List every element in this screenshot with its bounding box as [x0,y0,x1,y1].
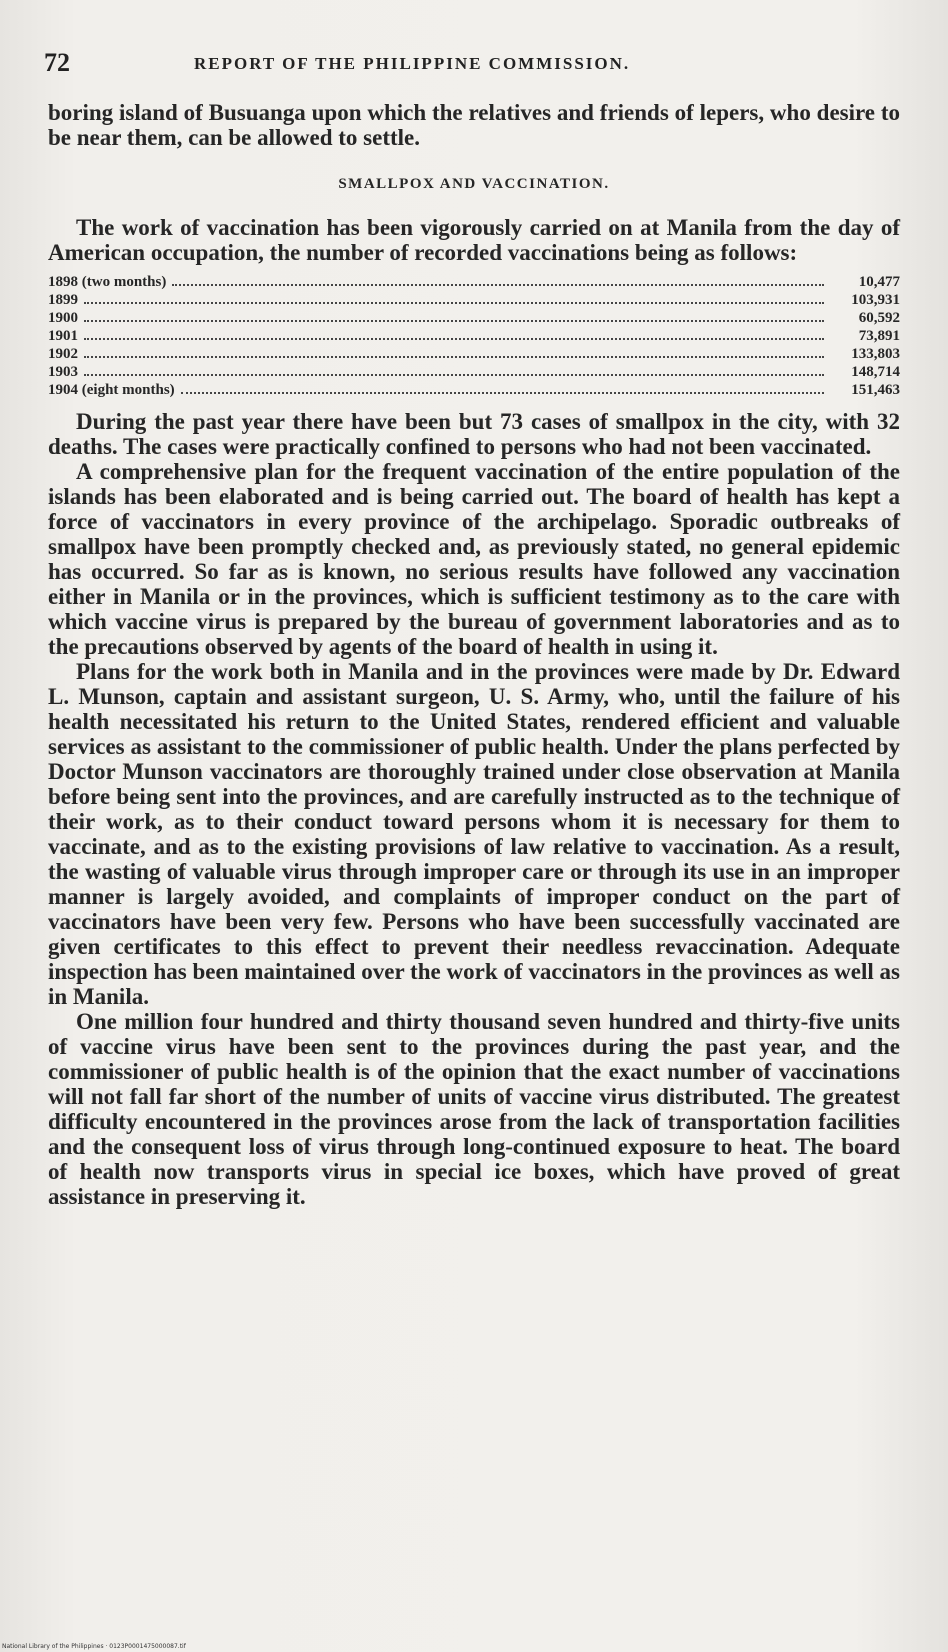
page-number: 72 [44,48,70,77]
table-value: 60,592 [858,310,900,326]
table-value: 73,891 [858,328,900,344]
table-row [48,291,900,309]
page-body [48,100,900,1209]
table-year: 1900 [48,310,78,326]
table-year: 1901 [48,328,78,344]
body-paragraph: One million four hundred and thirty thousand seven hundred and thirty-five units of vaccine virus have been sent to the provinces during the past year, and the commissioner of public health is of the opinion that the exact number of vaccinations will not fall far short of the number of units of vaccine virus distributed. The greatest difficulty encountered in the provinces arose from the lack of transportation facilities and the consequent loss of virus through long-continued exposure to heat. The board of health now transports virus in special ice boxes, which have proved of great assistance in preserving it. [48,1009,900,1209]
dot-leader [84,356,824,358]
dot-leader [84,320,824,322]
table-value: 103,931 [851,292,900,308]
table-value: 10,477 [858,274,900,290]
vaccination-table [48,273,900,399]
dot-leader [181,392,824,394]
table-row [48,273,900,291]
table-year: 1898 (two months) [48,274,167,290]
table-value: 148,714 [851,364,900,380]
dot-leader [84,302,824,304]
table-year: 1902 [48,346,78,362]
scan-source-footer: National Library of the Philippines · 0123P0001475000087.tif [2,1643,186,1650]
opening-paragraph: boring island of Busuanga upon which the relatives and friends of lepers, who desire to be near them, can be allowed to settle. [48,100,900,150]
section-heading: SMALLPOX AND VACCINATION. [338,176,610,192]
table-year: 1904 (eight months) [48,382,175,398]
body-paragraph: Plans for the work both in Manila and in the provinces were made by Dr. Edward L. Munson, captain and assistant surgeon, U. S. Army, who, until the failure of his health necessitated his return to the United States, rendered efficient and valuable services as assistant to the commissioner of public health. Under the plans perfected by Doctor Munson vaccinators are thoroughly trained under close observation at Manila before being sent into the provinces, and are carefully instructed as to the technique of their work, as to their conduct toward persons whom it is necessary for them to vaccinate, and as to the existing provisions of law relative to vaccination. As a result, the wasting of valuable virus through improper care or through its use in an improper manner is largely avoided, and complaints of improper conduct on the part of vaccinators have been very few. Persons who have been successfully vaccinated are given certificates to this effect to prevent their needless revaccination. Adequate inspection has been maintained over the work of vaccinators in the provinces as well as in Manila. [48,659,900,1009]
running-title: REPORT OF THE PHILIPPINE COMMISSION. [194,54,631,73]
table-value: 133,803 [851,346,900,362]
body-paragraph: A comprehensive plan for the frequent vaccination of the entire population of the islands has been elaborated and is being carried out. The board of health has kept a force of vaccinators in every province of the archipelago. Sporadic outbreaks of smallpox have been promptly checked and, as previously stated, no general epidemic has occurred. So far as is known, no serious results have followed any vaccination either in Manila or in the provinces, which is sufficient testimony as to the care with which vaccine virus is prepared by the bureau of government laboratories and as to the precautions observed by agents of the board of health in using it. [48,459,900,659]
table-row [48,345,900,363]
intro-paragraph: The work of vaccination has been vigorously carried on at Manila from the day of American occupation, the number of recorded vaccinations being as follows: [48,215,900,265]
dot-leader [84,374,824,376]
page-header [44,48,892,78]
table-row [48,381,900,399]
table-row [48,363,900,381]
table-value: 151,463 [851,382,900,398]
body-paragraph: During the past year there have been but 73 cases of smallpox in the city, with 32 deaths. The cases were practically confined to persons who had not been vaccinated. [48,409,900,459]
table-row [48,309,900,327]
table-year: 1903 [48,364,78,380]
dot-leader [84,338,824,340]
table-year: 1899 [48,292,78,308]
dot-leader [172,284,824,286]
table-row [48,327,900,345]
